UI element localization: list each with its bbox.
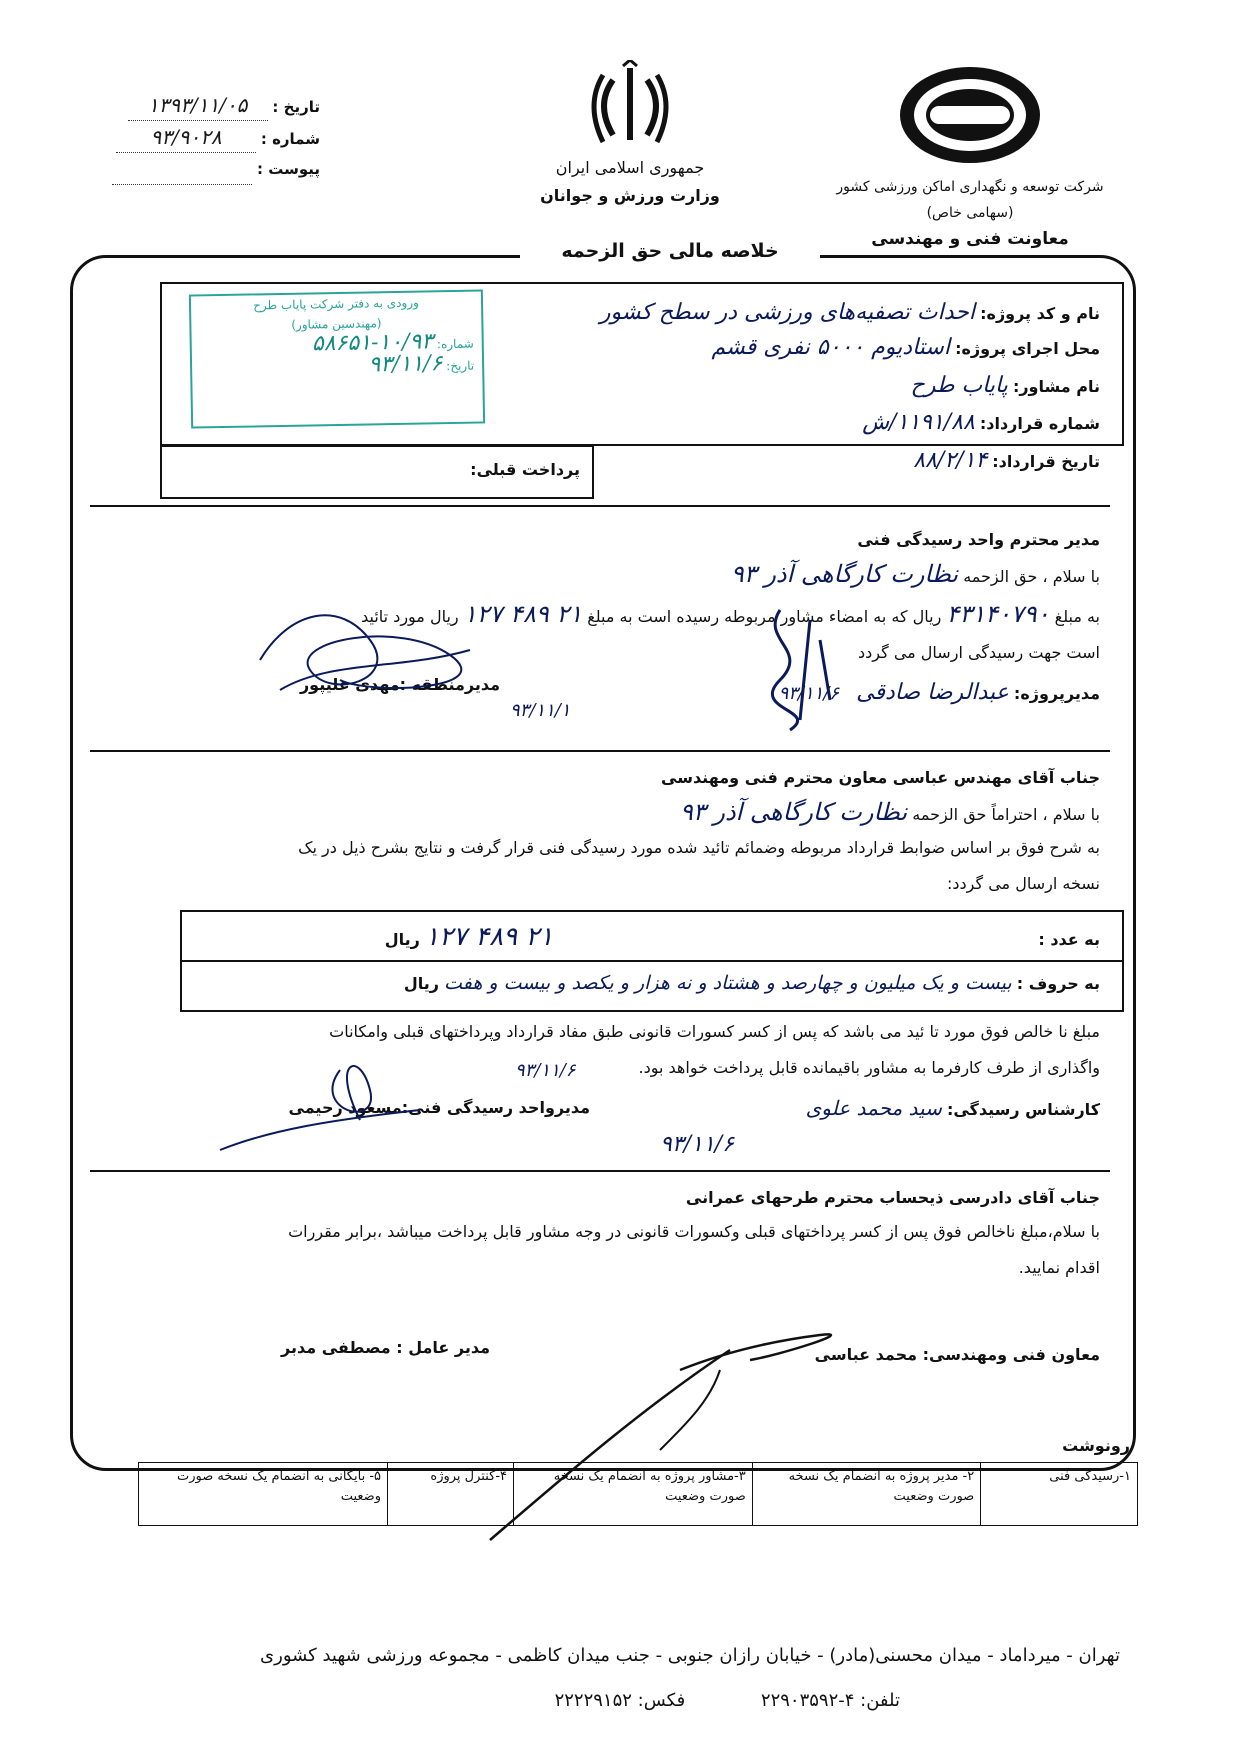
cc-item: ۵- بایگانی به انضمام یک نسخه صورت وضعیت — [139, 1463, 388, 1526]
net-amount-text-2: واگذاری از طرف کارفرما به مشاور باقیمانده قابل پرداخت خواهد بود. — [638, 1058, 1100, 1077]
cc-item: ۴-کنترل پروژه — [388, 1463, 514, 1526]
amount-number-rial: ریال — [384, 930, 420, 949]
section2-body-1: به شرح فوق بر اساس ضوابط قرارداد مربوطه وضمائم تائید شده مورد رسیدگی فنی قرار گرفت و نتایج بشرح ذیل در یک — [298, 838, 1100, 857]
stamp-date-label: تاریخ: — [446, 358, 475, 374]
footer-contact — [340, 1690, 900, 1711]
region-manager-date: ۹۳/۱۱/۱ — [510, 700, 571, 721]
amount-words-row — [180, 972, 1100, 994]
stamp-date-value: ۹۳/۱۱/۶ — [368, 351, 443, 378]
cc-item: ۲- مدیر پروژه به انضمام یک نسخه صورت وضعیت — [752, 1463, 980, 1526]
approved-text: ریال مورد تائید — [361, 607, 459, 626]
stamp-line-1: ورودی به دفتر شرکت پایاب طرح — [253, 295, 419, 313]
company-type: (سهامی خاص) — [926, 205, 1014, 221]
company-header — [820, 60, 1120, 252]
amount-number-value: ۲۱ ۴۸۹ ۱۲۷ — [424, 922, 554, 952]
cc-row — [139, 1463, 1138, 1526]
section2-greeting: با سلام ، احتراماً حق الزحمه — [912, 805, 1100, 824]
deputy-signatory: معاون فنی ومهندسی: محمد عباسی — [814, 1345, 1100, 1364]
unit-manager-date: ۹۳/۱۱/۶ — [515, 1060, 576, 1081]
section3-heading: جناب آقای دادرسی ذیحساب محترم طرحهای عمرانی — [685, 1188, 1100, 1207]
expert-label: کارشناس رسیدگی: — [946, 1100, 1100, 1119]
section-divider — [90, 750, 1110, 752]
unit-manager: مدیرواحد رسیدگی فنی:مسعود رحیمی — [288, 1098, 590, 1117]
amount-words-value: بیست و یک میلیون و چهارصد و هشتاد و نه هزار و یکصد و بیست و هفت — [444, 972, 1012, 994]
attachment-label: پیوست : — [256, 160, 320, 178]
iran-emblem-icon — [585, 60, 675, 150]
project-manager-label: مدیرپروژه: — [1013, 684, 1100, 703]
amount-number-label: به عدد : — [1038, 930, 1100, 949]
amount-prefix: به مبلغ — [1054, 607, 1100, 626]
number-label: شماره : — [260, 130, 320, 148]
attachment-row — [80, 154, 320, 185]
company-logo-icon — [895, 60, 1045, 170]
project-manager-date: ۹۳/۱۱/۶ — [778, 683, 840, 704]
ministry-name: وزارت ورزش و جوانان — [540, 186, 720, 205]
expert-row — [670, 1096, 1100, 1120]
cc-item: ۳-مشاور پروژه به انضمام یک نسخه صورت وضعیت — [514, 1463, 753, 1526]
contract-number-row — [700, 410, 1100, 435]
cc-item: ۱-رسیدگی فنی — [981, 1463, 1138, 1526]
project-name-label: نام و کد پروژه: — [980, 304, 1100, 323]
project-location-label: محل اجرای پروژه: — [955, 339, 1100, 358]
section1-greeting: با سلام ، حق الزحمه — [963, 567, 1100, 586]
contract-date-value: ۸۸/۲/۱۴ — [913, 448, 988, 473]
cc-heading: رونوشت — [1062, 1436, 1130, 1455]
section2-body-2: نسخه ارسال می گردد: — [947, 874, 1100, 893]
project-location-value: استادیوم ۵۰۰۰ نفری قشم — [711, 335, 950, 360]
date-row — [80, 90, 320, 122]
number-value: ۹۳/۹۰۲۸ — [116, 122, 256, 153]
consultant-row — [700, 373, 1100, 398]
expert-date: ۹۳/۱۱/۶ — [660, 1132, 734, 1157]
region-manager: مدیرمنطقه :مهدی علیپور — [299, 675, 500, 694]
signature-region-manager-icon — [250, 600, 480, 710]
amount-value: ۴۳۱۴۰۷۹۰ — [946, 600, 1050, 628]
section-divider — [90, 1170, 1110, 1172]
date-value: ۱۳۹۳/۱۱/۰۵ — [128, 90, 268, 121]
amount-text: ریال که به امضاء مشاور مربوطه رسیده است به مبلغ — [587, 607, 942, 626]
contract-date-label: تاریخ قرارداد: — [992, 452, 1100, 471]
project-location-row — [500, 335, 1100, 360]
project-name-row — [500, 300, 1100, 325]
previous-payment-label: پرداخت قبلی: — [470, 460, 580, 479]
stamp-number-value: ۱۰/۹۳-۵۸۶۵۱ — [311, 329, 434, 357]
form-title: خلاصه مالی حق الزحمه — [520, 240, 820, 262]
section1-sent-text: است جهت رسیدگی ارسال می گردد — [858, 643, 1100, 662]
approved-value: ۲۱ ۴۸۹ ۱۲۷ — [463, 600, 583, 628]
contract-date-row — [700, 448, 1100, 473]
section3-body-1: با سلام،مبلغ ناخالص فوق پس از کسر پرداختهای قبلی وکسورات قانونی در وجه مشاور قابل پرداخت میباشد ،برابر مقررات — [288, 1222, 1100, 1241]
cc-table — [138, 1462, 1138, 1526]
section2-greeting-row — [200, 798, 1100, 826]
stamp-date-row — [192, 353, 482, 380]
expert-name: سید محمد علوی — [805, 1096, 942, 1120]
footer-phone: تلفن: ۴-۲۲۹۰۳۵۹۲ — [760, 1690, 900, 1711]
republic-name: جمهوری اسلامی ایران — [555, 158, 705, 177]
net-amount-text-1: مبلغ نا خالص فوق مورد تا ئید می باشد که پس از کسر کسورات قانونی طبق مفاد قرارداد وپرداختهای قبلی وامکانات — [329, 1022, 1100, 1041]
government-header — [520, 60, 740, 210]
consultant-value: پایاب طرح — [910, 373, 1008, 398]
stamp-line-2: (مهندسین مشاور) — [291, 316, 382, 332]
section1-fee-title: نظارت کارگاهی آذر ۹۳ — [730, 560, 959, 588]
received-stamp — [189, 289, 485, 428]
attachment-value — [112, 154, 252, 185]
section2-heading: جناب آقای مهندس عباسی معاون محترم فنی ومهندسی — [661, 768, 1100, 787]
amount-number-row — [180, 922, 1100, 952]
section3-body-2: اقدام نمایید. — [1018, 1258, 1100, 1277]
signature-unit-manager-icon — [210, 1050, 430, 1170]
contract-number-label: شماره قرارداد: — [979, 414, 1100, 433]
date-label: تاریخ : — [272, 98, 320, 116]
amount-words-rial: ریال — [403, 974, 439, 993]
contract-number-value: ۱۱۹۱/۸۸/ش — [862, 410, 975, 435]
company-name: شرکت توسعه و نگهداری اماکن ورزشی کشور — [836, 179, 1104, 195]
project-name-value: احداث تصفیه‌های ورزشی در سطح کشور — [599, 300, 975, 325]
section2-fee-title: نظارت کارگاهی آذر ۹۳ — [679, 798, 908, 826]
section-divider — [90, 505, 1110, 507]
ceo-signatory: مدیر عامل : مصطفی مدبر — [281, 1338, 490, 1357]
letter-meta — [80, 90, 320, 185]
signature-project-manager-icon — [740, 600, 860, 740]
amount-words-label: به حروف : — [1016, 974, 1100, 993]
department-name: معاونت فنی و مهندسی — [871, 229, 1069, 249]
number-row — [80, 122, 320, 154]
stamp-number-label: شماره: — [436, 336, 474, 352]
footer-address: تهران - میرداماد - میدان محسنی(مادر) - خیابان رازان جنوبی - جنب میدان کاظمی - مجموعه ورزشی شهید کشوری — [260, 1645, 1120, 1666]
section1-heading: مدیر محترم واحد رسیدگی فنی — [857, 530, 1100, 549]
footer-fax: فکس: ۲۲۲۲۹۱۵۲ — [554, 1690, 686, 1711]
section1-greeting-row — [200, 560, 1100, 588]
consultant-label: نام مشاور: — [1012, 377, 1100, 396]
project-manager-name: عبدالرضا صادقی — [856, 680, 1009, 705]
